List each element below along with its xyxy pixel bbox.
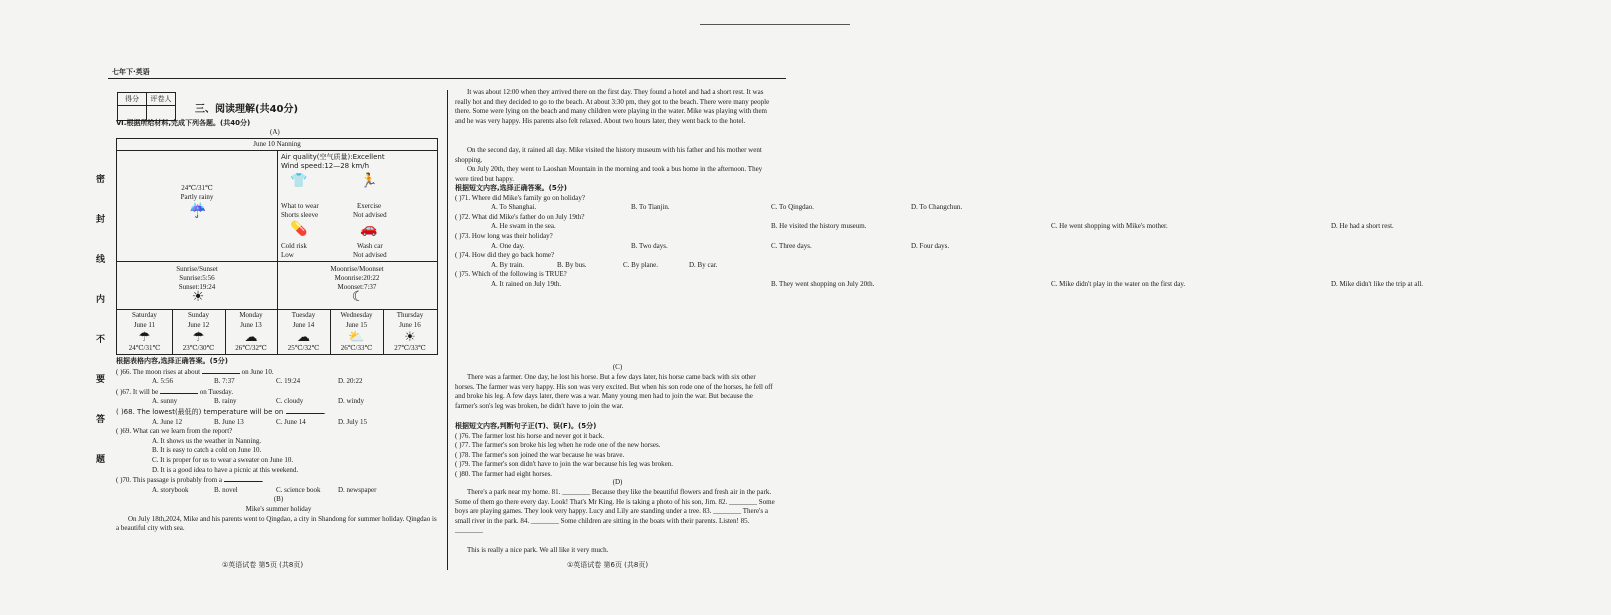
q70: ( )70. This passage is probably from a xyxy=(116,476,223,485)
b-questions xyxy=(455,184,1424,290)
wash-value: Not advised xyxy=(353,251,387,259)
exercise-value: Not advised xyxy=(353,211,387,219)
passage-b-label: (B) xyxy=(273,495,284,504)
passage-b-p2: On the second day, it rained all day. Mike visited the history museum with his father and his mother went shopping. xyxy=(455,146,762,164)
answer-option[interactable]: B. They went shopping on July 20th. xyxy=(771,279,875,288)
q68-blank[interactable] xyxy=(286,407,324,414)
answer-option[interactable]: D. newspaper xyxy=(338,485,377,494)
q67-options xyxy=(116,397,441,407)
left-page xyxy=(110,70,440,575)
top-rule xyxy=(700,24,850,25)
q75-options xyxy=(455,279,1424,290)
moonrise: Moonrise:20:22 xyxy=(334,274,380,282)
moon-icon: ☾ xyxy=(351,290,365,305)
q67: ( )67. It will be xyxy=(116,387,159,396)
exercise-icon: 🏃 xyxy=(360,174,378,189)
q72-options xyxy=(455,222,1394,232)
weather-icon: ☁ xyxy=(297,329,310,345)
exercise-label: Exercise xyxy=(357,202,382,210)
weather-icon: ☁ xyxy=(244,329,258,345)
forecast-temp: 27℃/33℃ xyxy=(394,344,426,353)
q67-tail: on Tuesday. xyxy=(199,387,234,396)
forecast-day: Thursday xyxy=(396,311,424,319)
answer-option[interactable]: C. To Qingdao. xyxy=(771,203,814,212)
tf-item[interactable]: ( )78. The farmer's son joined the war because he was brave. xyxy=(455,450,625,459)
answer-option[interactable]: D. Mike didn't like the trip at all. xyxy=(1331,279,1424,288)
answer-option[interactable]: C. science book xyxy=(276,485,321,494)
passage-b-intro: On July 18th,2024, Mike and his parents went to Qingdao, a city in Shandong for summer holiday. Qingdao is a beautiful city with sea. xyxy=(116,514,437,533)
forecast-day: Saturday xyxy=(132,311,157,319)
q67-blank[interactable] xyxy=(160,387,198,394)
b-instruction: 根据短文内容,选择正确答案。(5分) xyxy=(455,184,567,192)
answer-option[interactable]: B. June 13 xyxy=(214,417,244,426)
binding-char: 线 xyxy=(96,255,106,265)
q69-options xyxy=(116,437,441,475)
answer-option[interactable]: A. June 12 xyxy=(152,417,183,426)
binding-char: 要 xyxy=(96,375,106,385)
forecast-day: Wednesday xyxy=(340,311,373,319)
forecast-temp: 25℃/32℃ xyxy=(287,344,320,353)
q74-options xyxy=(455,261,780,271)
question-q71: ( )71. Where did Mike's family go on holiday? xyxy=(455,193,586,202)
q66-options xyxy=(116,377,441,387)
page-divider xyxy=(447,90,448,570)
q66-tail: on June 10. xyxy=(241,367,274,376)
answer-option[interactable]: D. 20:22 xyxy=(338,377,363,386)
answer-option[interactable]: C. Three days. xyxy=(771,241,812,250)
question-q74: ( )74. How did they go back home? xyxy=(455,251,555,260)
q66-blank[interactable] xyxy=(202,367,240,374)
partly-rainy-icon: ☔ xyxy=(189,204,207,219)
passage-d-last: This is really a nice park. We all like it very much. xyxy=(467,546,609,554)
answer-option[interactable]: C. By plane. xyxy=(623,260,658,269)
section-title: 三、阅读理解(共40分) xyxy=(195,104,299,115)
right-footer: ①英语试卷 第6页 (共8页) xyxy=(567,561,649,569)
weather-date-city: June 10 Nanning xyxy=(253,140,301,148)
binding-char: 密 xyxy=(96,175,106,185)
answer-option[interactable]: D. Four days. xyxy=(911,241,950,250)
passage-d-label: (D) xyxy=(612,478,623,486)
forecast-day: Monday xyxy=(239,311,263,319)
sunset: Sunset:19:24 xyxy=(178,283,216,291)
forecast-day xyxy=(225,311,277,354)
moonset: Moonset:7:37 xyxy=(337,283,377,291)
q73-options xyxy=(455,241,950,252)
score-box xyxy=(117,92,176,121)
binding-char: 内 xyxy=(96,295,106,305)
weather-icon: ☂ xyxy=(138,329,151,345)
tf-item[interactable]: ( )80. The farmer had eight horses. xyxy=(455,469,553,478)
score-label: 得分 xyxy=(118,93,147,106)
answer-option[interactable]: A. sunny xyxy=(152,397,178,406)
q69: ( )69. What can we learn from the report? xyxy=(116,427,233,436)
q70-options xyxy=(116,486,441,496)
answer-option[interactable]: B. By bus. xyxy=(557,260,587,269)
wear-value: Shorts sleeve xyxy=(281,211,319,219)
part-instruction: Ⅵ.根据所给材料,完成下列各题。(共40分) xyxy=(116,119,251,127)
forecast-day xyxy=(383,311,437,354)
passage-a-label: (A) xyxy=(270,128,280,136)
forecast-date: June 13 xyxy=(240,320,262,329)
answer-option[interactable]: D. He had a short rest. xyxy=(1331,222,1394,231)
answer-option[interactable]: A. It rained on July 19th. xyxy=(491,279,562,288)
weather-icon: ☀ xyxy=(404,329,416,345)
passage-c-text: There was a farmer. One day, he lost his horse. But a few days later, his horse came back with six other horses. The farmer was very happy. His son was very excited. But when his son rode one of the horses, he fell off and broke his leg. A few days later, there was a war. Many young men had to join the war. But because the farmer's son's leg was broken, he didn't have to join the war. xyxy=(455,373,773,410)
moon-title: Moonrise/Moonset xyxy=(330,265,384,273)
answer-option[interactable]: D. By car. xyxy=(689,260,718,269)
cold-label: Cold risk xyxy=(281,242,307,250)
weather-icon: ⛅ xyxy=(348,329,365,345)
answer-option[interactable]: C. June 14 xyxy=(276,417,306,426)
binding-char: 不 xyxy=(96,335,106,345)
answer-option[interactable]: A. To Shanghai. xyxy=(491,203,537,212)
sunrise: Sunrise:5:56 xyxy=(179,274,215,282)
answer-option[interactable]: D. It is a good idea to have a picnic at this weekend. xyxy=(152,465,299,474)
answer-option[interactable]: D. July 15 xyxy=(338,417,367,426)
forecast-temp: 26℃/32℃ xyxy=(235,344,267,353)
pill-icon: 💊 xyxy=(290,222,308,237)
forecast-date: June 15 xyxy=(345,320,368,329)
c-instruction: 根据短文内容,判断句子正(T)、误(F)。(5分) xyxy=(455,422,597,430)
forecast-day xyxy=(330,311,383,354)
grader-label: 评卷人 xyxy=(147,93,176,106)
wind-speed: Wind speed:12—28 km/h xyxy=(281,162,370,170)
answer-option[interactable]: C. It is proper for us to wear a sweater on June 10. xyxy=(152,455,294,464)
answer-option[interactable]: B. Two days. xyxy=(631,241,668,250)
forecast-date: June 16 xyxy=(399,320,421,329)
air-quality: Air quality(空气质量):Excellent xyxy=(281,153,385,161)
weather-report xyxy=(116,138,438,355)
forecast-day: Tuesday xyxy=(291,311,316,319)
forecast-temp: 24℃/31℃ xyxy=(128,344,161,353)
forecast-date: June 12 xyxy=(187,320,210,329)
forecast-day xyxy=(277,311,330,354)
question-q73: ( )73. How long was their holiday? xyxy=(455,231,553,240)
passage-b-p1: It was about 12:00 when they arrived there on the first day. They found a hotel and had a short rest. It was really hot and they decided to go to the beach. At about 3:30 pm, they got to the beach. There were many people there. Some were lying on the beach and many children were playing in the water. Mike was playing with them and he was very happy. His parents also felt relaxed. About two hours later, they went back to the hotel. xyxy=(455,88,770,125)
b-question-list xyxy=(455,193,1424,290)
answer-option[interactable]: B. rainy xyxy=(214,397,237,406)
answer-option[interactable]: B. To Tianjin. xyxy=(631,203,670,212)
passage-d-text: There's a park near my home. 81. ________ Because they like the beautiful flowers and fresh air in the park. Some of them go there every day. Look! That's Mr King. He is taking a photo of his son, Jim. 82. ________ Some boys are playing games. They look very happy. Lucy and Lily are standing under a tree. 83. ________ There's a small river in the park. 84. ________ Some children are sitting in the boats with their parents. Listen! 85. ________ xyxy=(455,488,775,535)
answer-option[interactable]: D. windy xyxy=(338,397,365,406)
tf-item[interactable]: ( )76. The farmer lost his horse and never got it back. xyxy=(455,431,604,440)
forecast-day xyxy=(117,311,172,354)
answer-option[interactable]: A. It shows us the weather in Nanning. xyxy=(152,436,262,445)
answer-option[interactable]: A. He swam in the sea. xyxy=(491,222,556,231)
answer-option[interactable]: B. He visited the history museum. xyxy=(771,222,867,231)
forecast-date: June 14 xyxy=(292,320,315,329)
sun-icon: ☀ xyxy=(191,290,205,305)
binding-char: 封 xyxy=(96,215,106,225)
today-condition: Partly rainy xyxy=(180,193,214,201)
c-question-list xyxy=(455,432,780,480)
c-questions xyxy=(455,422,780,480)
shirt-icon: 👕 xyxy=(290,174,308,189)
q68: ( )68. The lowest(最低的) temperature will be on xyxy=(116,407,284,416)
answer-option[interactable]: C. 19:24 xyxy=(276,377,301,386)
forecast-temp: 26℃/33℃ xyxy=(340,344,373,353)
weather-icon: ☂ xyxy=(192,329,205,345)
forecast-day xyxy=(172,311,225,354)
answer-option[interactable]: B. It is easy to catch a cold on June 10. xyxy=(152,446,262,455)
today-temp: 24℃/31℃ xyxy=(181,184,213,192)
answer-option[interactable]: A. storybook xyxy=(152,485,189,494)
passage-b-p3: On July 20th, they went to Laoshan Mountain in the morning and took a bus home in the afternoon. They were tired but happy. xyxy=(455,165,763,183)
forecast-day: Sunday xyxy=(188,311,209,319)
q71-options xyxy=(455,203,963,213)
car-icon: 🚗 xyxy=(360,222,378,237)
q68-options xyxy=(116,418,441,428)
tf-item[interactable]: ( )79. The farmer's son didn't have to join the war because his leg was broken. xyxy=(455,460,673,469)
question-q72: ( )72. What did Mike's father do on July 19th? xyxy=(455,212,585,221)
answer-option[interactable]: A. By train. xyxy=(491,260,525,269)
forecast-date: June 11 xyxy=(133,320,156,329)
wear-label: What to wear xyxy=(281,202,319,210)
left-questions: 根据表格内容,选择正确答案。(5分) ( )66. The moon rises at about on June 10. A. 5:56 B. 7:37 C. 19:24 D. 20:22 ( )67. It will be on Tuesday. A. sunny B. rainy C. cloudy D. windy ( )68. The lowest(最低的) temperature will be on . A. June 12 B. June 13 C. June 14 D. July 15 ( )69. What can we learn from the report? A. It shows us the weather in Nanning. B. It is easy to catch a cold on June 10. C. It is proper for us to wear a sweater on June 10. D. It is a good idea to have a picnic at this weekend. ( )70. This passage is probably from a . A. storybook B. novel C. science book D. newspaper (B) Mike's summer holiday On July 18th,2024, Mike and his parents went to Qingdao, a city in Shandong for summer holiday. Qingdao is a beautiful city with sea. xyxy=(116,357,441,534)
wash-label: Wash car xyxy=(357,242,383,250)
cold-value: Low xyxy=(281,251,294,259)
answer-option[interactable]: A. 5:56 xyxy=(152,377,173,386)
table-instruction: 根据表格内容,选择正确答案。(5分) xyxy=(116,357,228,365)
q70-blank[interactable] xyxy=(224,475,262,482)
sun-title: Sunrise/Sunset xyxy=(176,265,218,273)
binding-char: 答 xyxy=(96,415,106,425)
passage-b-title: Mike's summer holiday xyxy=(245,504,312,513)
answer-option[interactable]: C. cloudy xyxy=(276,397,304,406)
question-q75: ( )75. Which of the following is TRUE? xyxy=(455,270,567,279)
right-page xyxy=(455,70,1424,575)
answer-option[interactable]: C. Mike didn't play in the water on the first day. xyxy=(1051,279,1186,288)
answer-option[interactable]: C. He went shopping with Mike's mother. xyxy=(1051,222,1168,231)
book-header: 七年下·英语 xyxy=(112,68,150,76)
answer-option[interactable]: B. 7:37 xyxy=(214,377,235,386)
answer-option[interactable]: B. novel xyxy=(214,485,238,494)
passage-c-label: (C) xyxy=(612,363,623,371)
tf-item[interactable]: ( )77. The farmer's son broke his leg when he rode one of the new horses. xyxy=(455,441,661,450)
answer-option[interactable]: D. To Changchun. xyxy=(911,203,963,212)
forecast-temp: 23℃/30℃ xyxy=(182,344,215,353)
answer-option[interactable]: A. One day. xyxy=(491,241,525,250)
binding-char: 题 xyxy=(96,455,106,465)
left-footer: ①英语试卷 第5页 (共8页) xyxy=(222,561,304,569)
q66: ( )66. The moon rises at about xyxy=(116,367,201,376)
